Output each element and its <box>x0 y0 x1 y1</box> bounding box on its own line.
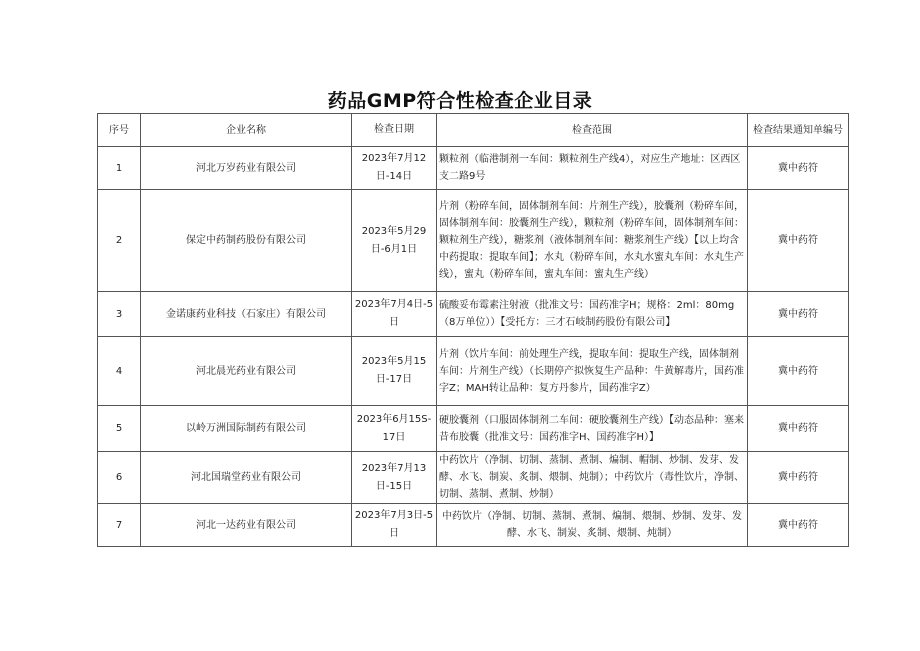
table-row <box>98 504 849 547</box>
cell-date: 2023年5月29日-6月1日 <box>352 190 437 292</box>
header-date: 检查日期 <box>352 114 437 147</box>
cell-no: 5 <box>98 406 141 452</box>
cell-result: 冀中药符 <box>748 504 849 547</box>
cell-date: 2023年7月12日-14日 <box>352 147 437 190</box>
cell-result: 冀中药符 <box>748 452 849 504</box>
cell-company: 河北国瑞堂药业有限公司 <box>141 452 352 504</box>
cell-company: 河北万岁药业有限公司 <box>141 147 352 190</box>
cell-scope: 硬胶囊剂（口服固体制剂二车间：硬胶囊剂生产线）【动态品种：塞来昔布胶囊（批准文号：国药准字H、国药准字H）】 <box>437 406 748 452</box>
cell-date: 2023年7月4日-5日 <box>352 292 437 337</box>
table-row <box>98 292 849 337</box>
header-scope: 检查范围 <box>437 114 748 147</box>
cell-date: 2023年7月3日-5日 <box>352 504 437 547</box>
table-row <box>98 190 849 292</box>
cell-no: 1 <box>98 147 141 190</box>
cell-company: 保定中药制药股份有限公司 <box>141 190 352 292</box>
cell-no: 6 <box>98 452 141 504</box>
inspection-table <box>97 113 849 547</box>
page-title: 药品GMP符合性检查企业目录 <box>327 90 593 112</box>
cell-no: 3 <box>98 292 141 337</box>
cell-scope: 颗粒剂（临港制剂一车间：颗粒剂生产线4），对应生产地址：区西区支二路9号 <box>437 147 748 190</box>
cell-date: 2023年7月13日-15日 <box>352 452 437 504</box>
cell-scope: 硫酸妥布霉素注射液（批准文号：国药准字H；规格：2ml：80mg（8万单位））【受托方：三才石岐制药股份有限公司】 <box>437 292 748 337</box>
table-row <box>98 406 849 452</box>
table-row <box>98 147 849 190</box>
header-no: 序号 <box>98 114 141 147</box>
cell-no: 7 <box>98 504 141 547</box>
cell-scope: 片剂（饮片车间：前处理生产线，提取车间：提取生产线，固体制剂车间：片剂生产线）（长期停产拟恢复生产品种：牛黄解毒片，国药准字Z；MAH转让品种：复方丹参片，国药准字Z） <box>437 337 748 406</box>
cell-date: 2023年5月15日-17日 <box>352 337 437 406</box>
cell-result: 冀中药符 <box>748 292 849 337</box>
table-header-row <box>98 114 849 147</box>
header-company: 企业名称 <box>141 114 352 147</box>
cell-no: 4 <box>98 337 141 406</box>
table-row <box>98 337 849 406</box>
cell-result: 冀中药符 <box>748 337 849 406</box>
cell-company: 河北晨光药业有限公司 <box>141 337 352 406</box>
cell-date: 2023年6月15S-17日 <box>352 406 437 452</box>
cell-result: 冀中药符 <box>748 406 849 452</box>
cell-company: 河北一达药业有限公司 <box>141 504 352 547</box>
cell-result: 冀中药符 <box>748 190 849 292</box>
cell-scope: 中药饮片（净制、切制、蒸制、煮制、煸制、煨制、炒制、发芽、发酵、水飞、制炭、炙制、煨制、炖制） <box>437 504 748 547</box>
cell-no: 2 <box>98 190 141 292</box>
header-result: 检查结果通知单编号 <box>748 114 849 147</box>
table-row <box>98 452 849 504</box>
cell-scope: 中药饮片（净制、切制、蒸制、煮制、煸制、帽制、炒制、发芽、发酵、水飞、制炭、炙制、煨制、炖制）；中药饮片（毒性饮片，净制、切制、蒸制、煮制、炒制） <box>437 452 748 504</box>
cell-scope: 片剂（粉碎车间，固体制剂车间：片剂生产线），胶囊剂（粉碎车间，固体制剂车间：胶囊剂生产线），颗粒剂（粉碎车间，固体制剂车间：颗粒剂生产线），糖浆剂（液体制剂车间：糖浆剂生产线）【以上均含中药提取：提取车间】；水丸（粉碎车间，水丸水蜜丸车间：水丸生产线），蜜丸（粉碎车间，蜜丸车间：蜜丸生产线） <box>437 190 748 292</box>
cell-company: 金诺康药业科技（石家庄）有限公司 <box>141 292 352 337</box>
cell-company: 以岭万洲国际制药有限公司 <box>141 406 352 452</box>
cell-result: 冀中药符 <box>748 147 849 190</box>
